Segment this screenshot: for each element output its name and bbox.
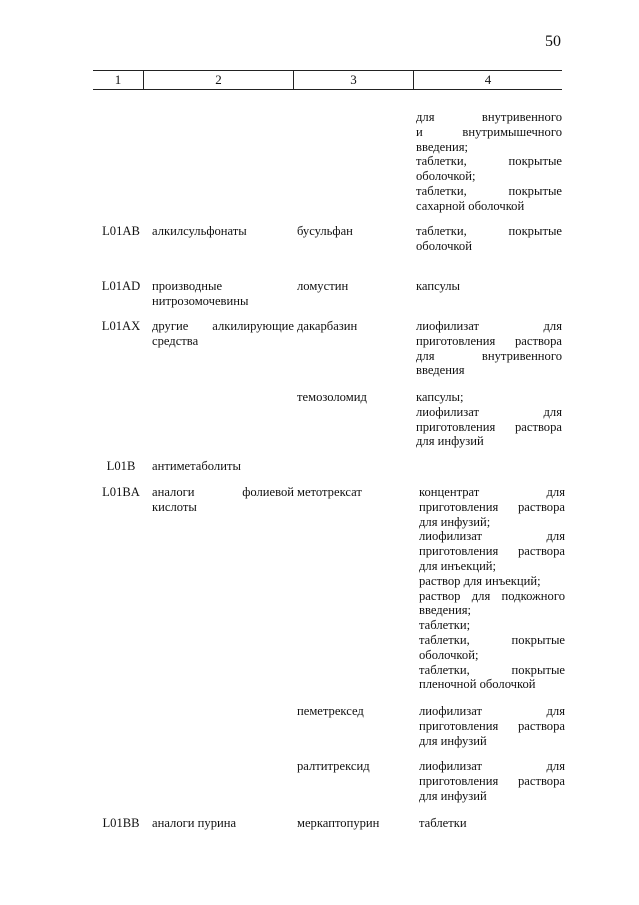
anatomical-group-cell <box>152 816 294 831</box>
dosage-form-line: и внутримышечного <box>416 124 562 139</box>
column-header-4: 4 <box>413 71 562 89</box>
drug-name-cell: пеметрексед <box>297 704 364 718</box>
anatomical-group-cell <box>152 319 294 349</box>
column-header-1: 1 <box>114 72 122 87</box>
atc-code-cell: L01BB <box>102 816 140 830</box>
column-header-3: 3 <box>293 71 413 89</box>
dosage-form-line: раствор для подкожного <box>419 588 565 603</box>
dosage-form-line: приготовления раствора <box>416 419 562 434</box>
dosage-form-line: капсулы <box>416 279 461 293</box>
dosage-form-line: приготовления раствора <box>416 333 562 348</box>
group-text-line: нитрозомочевины <box>152 293 249 308</box>
dosage-form-line: для внутривенного <box>416 110 562 124</box>
dosage-forms-cell <box>419 759 565 803</box>
dosage-form-line: введения <box>416 363 465 378</box>
dosage-form-line: лиофилизат для <box>416 319 562 333</box>
dosage-form-line: для внутривенного <box>416 348 562 363</box>
group-text-line: кислоты <box>152 499 197 514</box>
atc-code-cell: L01B <box>106 459 136 473</box>
dosage-form-line: лиофилизат для <box>419 759 565 773</box>
dosage-form-line: для инфузий <box>419 733 487 748</box>
dosage-form-line: сахарной оболочкой <box>416 198 525 213</box>
atc-code-cell: L01AB <box>102 224 140 238</box>
dosage-form-line: для инфузий <box>416 434 484 449</box>
table-header <box>93 70 562 90</box>
drug-name-cell: бусульфан <box>297 224 353 238</box>
dosage-form-line: таблетки, покрытые <box>416 154 562 169</box>
dosage-form-line: приготовления раствора <box>419 544 565 559</box>
dosage-form-line: пленочной оболочкой <box>419 677 536 692</box>
drug-name-cell: ломустин <box>297 279 349 293</box>
group-text-line: антиметаболиты <box>152 459 241 473</box>
dosage-form-line: капсулы; <box>416 390 464 404</box>
group-text-line: аналоги пурина <box>152 816 237 830</box>
drug-name-cell: дакарбазин <box>297 319 358 333</box>
dosage-form-line: концентрат для <box>419 485 565 499</box>
dosage-form-line: для инъекций; <box>419 558 497 573</box>
dosage-forms-cell <box>419 485 565 692</box>
dosage-form-line: таблетки <box>419 816 467 830</box>
dosage-forms-cell <box>419 816 565 831</box>
group-text-line: другие алкилирующие <box>152 319 294 333</box>
dosage-form-line: лиофилизат для <box>419 529 565 544</box>
group-text-line: производные <box>152 279 223 293</box>
anatomical-group-cell <box>152 224 294 239</box>
dosage-form-line: приготовления раствора <box>419 773 565 788</box>
dosage-forms-cell <box>416 390 562 449</box>
anatomical-group-cell <box>152 459 294 474</box>
dosage-form-line: оболочкой <box>416 238 472 253</box>
dosage-form-line: таблетки; <box>419 618 471 633</box>
atc-code-cell: L01BA <box>102 485 140 499</box>
atc-code-cell: L01AD <box>101 279 141 293</box>
drug-name-cell: меркаптопурин <box>297 816 380 830</box>
dosage-form-line: таблетки, покрытые <box>419 632 565 647</box>
dosage-form-line: для инфузий; <box>419 514 491 529</box>
dosage-form-line: для инфузий <box>419 788 487 803</box>
drug-name-cell: ралтитрексид <box>297 759 370 773</box>
dosage-form-line: приготовления раствора <box>419 718 565 733</box>
dosage-form-line: лиофилизат для <box>419 704 565 718</box>
dosage-forms-cell <box>416 319 562 378</box>
dosage-form-line: таблетки, покрытые <box>416 183 562 198</box>
dosage-forms-cell <box>416 224 562 254</box>
dosage-forms-cell <box>416 279 562 294</box>
group-text-line: алкилсульфонаты <box>152 224 247 238</box>
dosage-forms-cell <box>419 704 565 748</box>
dosage-form-line: введения; <box>419 603 472 618</box>
group-text-line: аналоги фолиевой <box>152 485 294 499</box>
dosage-form-line: введения; <box>416 139 469 154</box>
atc-code-cell: L01AX <box>101 319 141 333</box>
dosage-form-line: приготовления раствора <box>419 499 565 514</box>
dosage-form-line: таблетки, покрытые <box>419 662 565 677</box>
dosage-forms-cell <box>416 110 562 214</box>
anatomical-group-cell <box>152 279 294 309</box>
dosage-form-line: раствор для инъекций; <box>419 573 541 588</box>
drug-name-cell: темозоломид <box>297 390 367 404</box>
dosage-form-line: оболочкой; <box>416 169 476 184</box>
dosage-form-line: оболочкой; <box>419 647 479 662</box>
group-text-line: средства <box>152 333 199 348</box>
dosage-form-line: таблетки, покрытые <box>416 224 562 238</box>
dosage-form-line: лиофилизат для <box>416 404 562 419</box>
drug-name-cell: метотрексат <box>297 485 362 499</box>
column-header-2: 2 <box>143 71 293 89</box>
page-number: 50 <box>545 33 561 50</box>
anatomical-group-cell <box>152 485 294 515</box>
